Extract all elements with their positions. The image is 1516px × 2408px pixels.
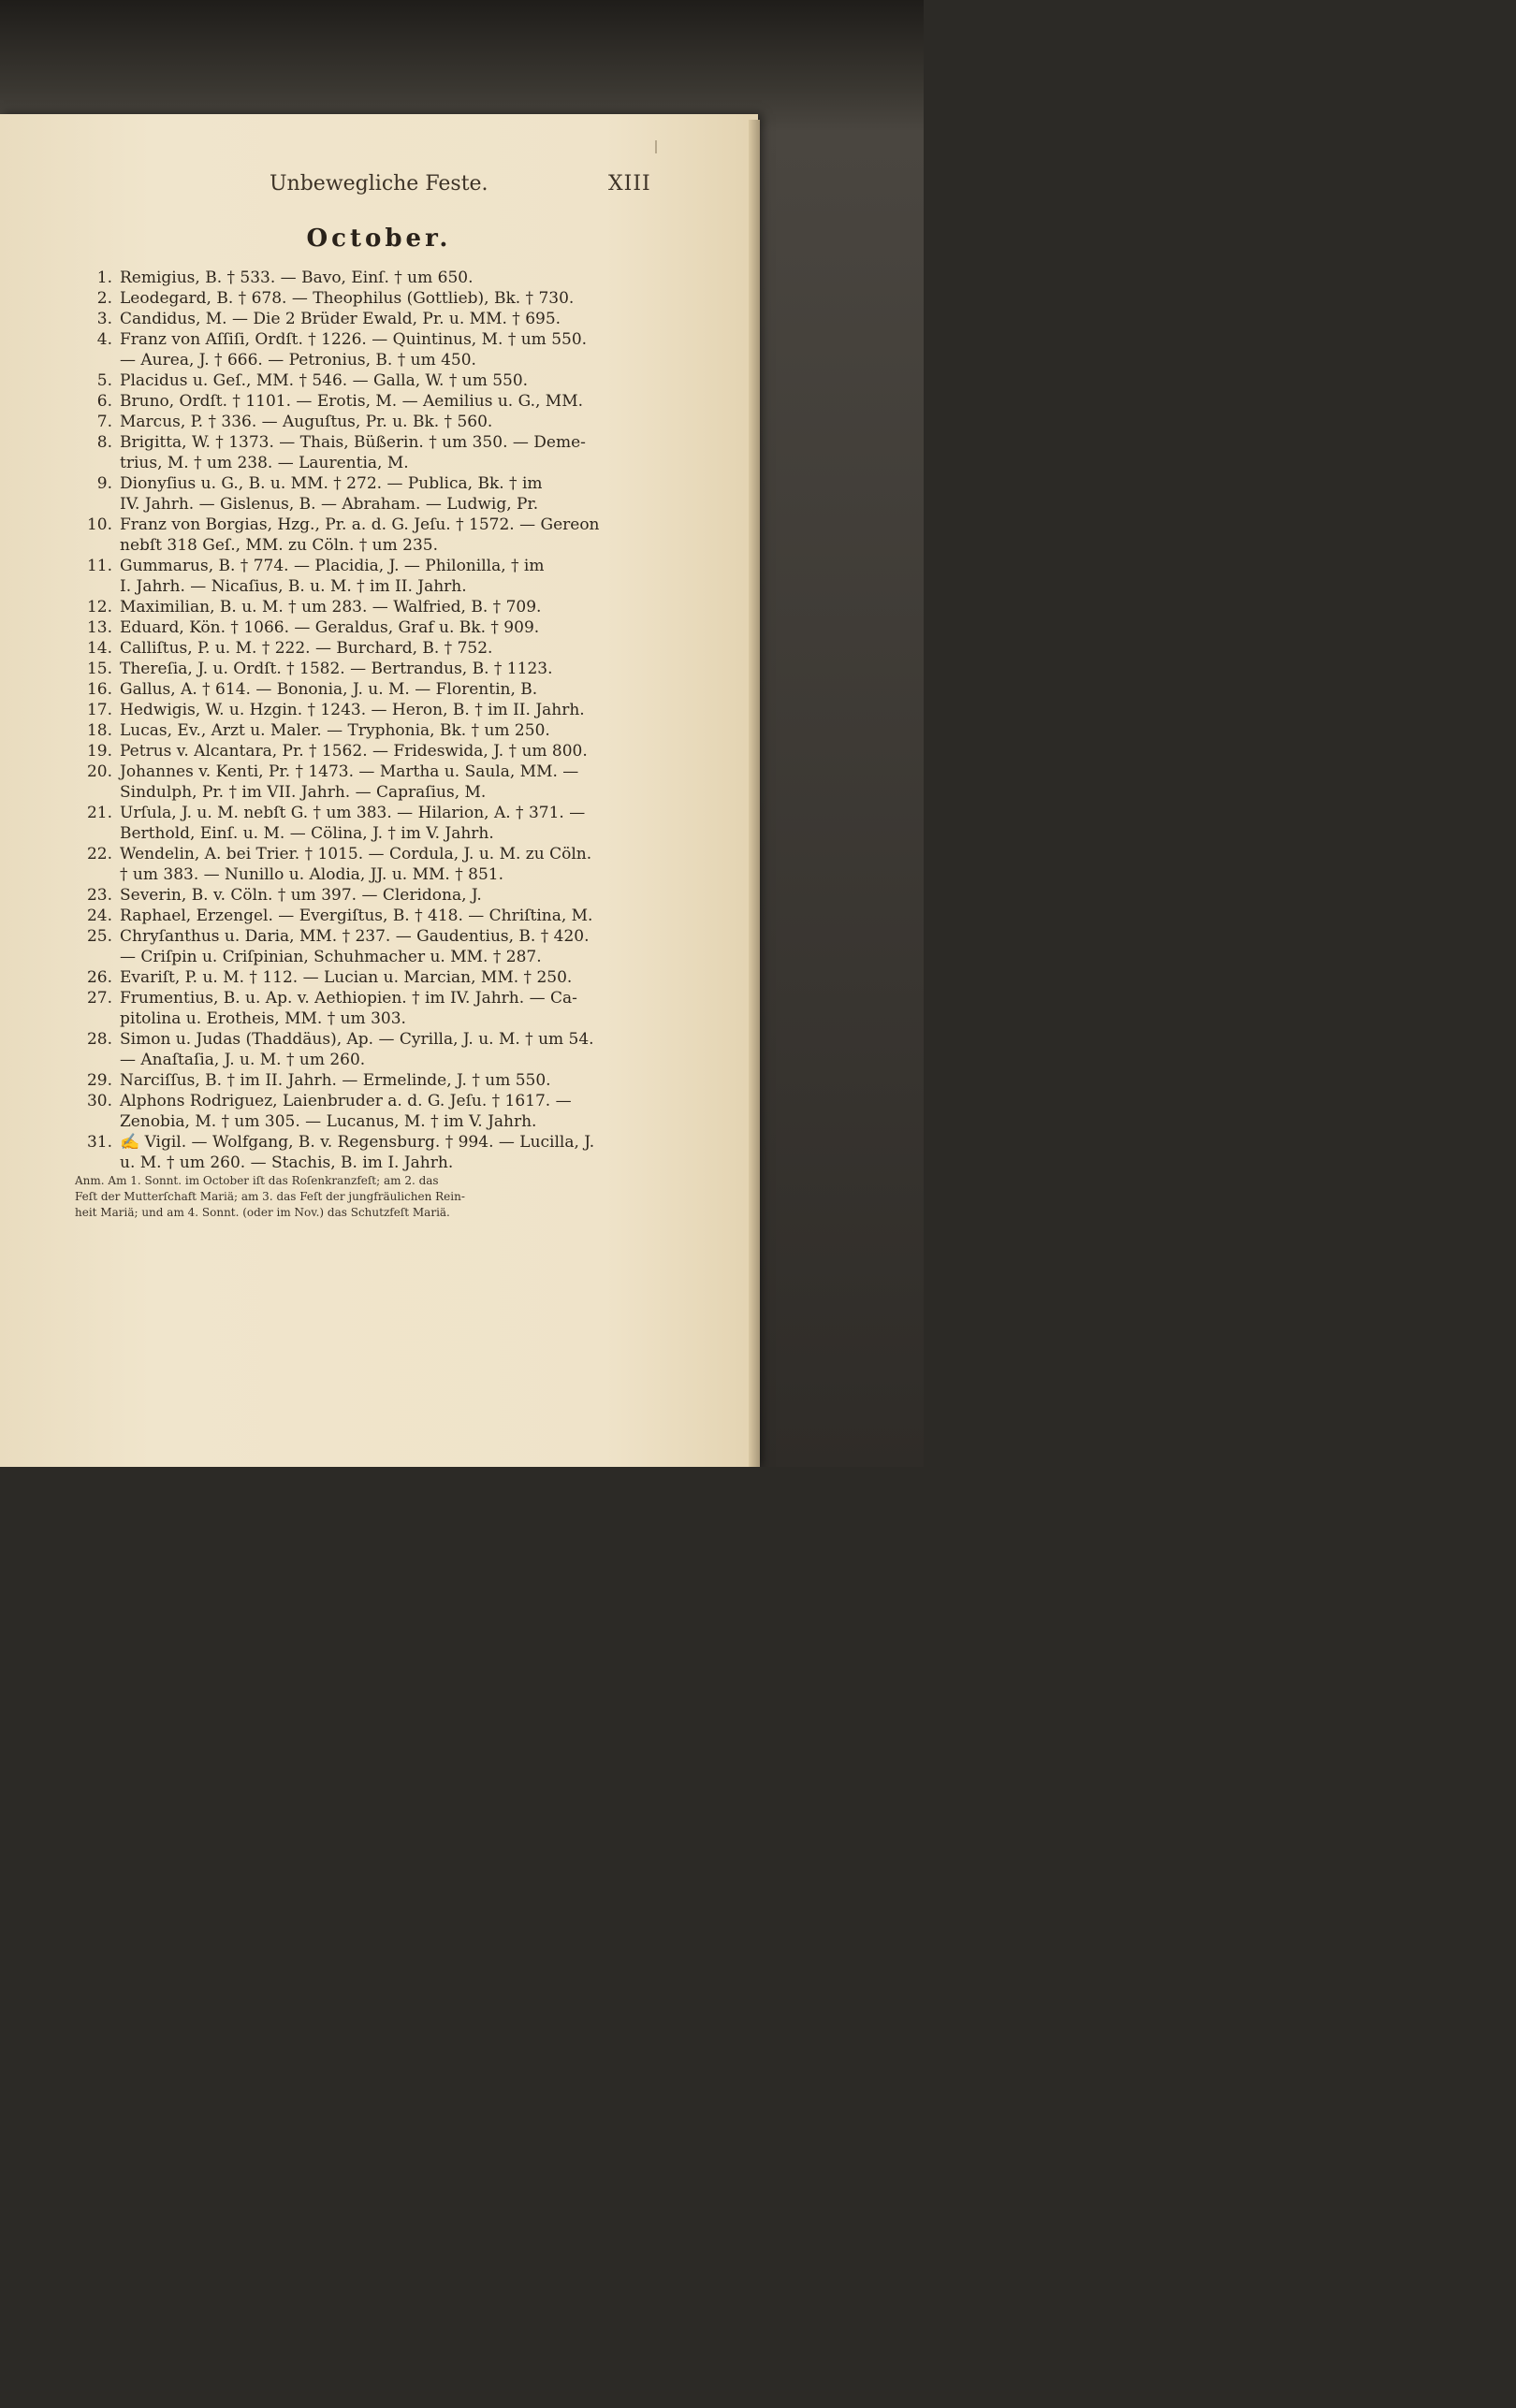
entry-line: — Criſpin u. Criſpinian, Schuhmacher u. MM. † 287. [120, 948, 542, 966]
entry-day-number: 10. [86, 515, 112, 534]
entry-day-number: 19. [86, 742, 112, 761]
entry-line: † um 383. — Nunillo u. Alodia, JJ. u. MM. † 851. [120, 865, 503, 884]
entry-line: Frumentius, B. u. Ap. v. Aethiopien. † im IV. Jahrh. — Ca- [120, 989, 577, 1008]
feast-entry [75, 885, 674, 906]
entry-text [120, 700, 674, 720]
entry-line: ✍ Vigil. — Wolfgang, B. v. Regensburg. † 994. — Lucilla, J. [120, 1133, 595, 1152]
entry-text [120, 556, 674, 597]
entry-line: nebſt 318 Geſ., MM. zu Cöln. † um 235. [120, 536, 439, 555]
entry-line: — Anaſtaſia, J. u. M. † um 260. [120, 1051, 366, 1069]
entry-line: Leodegard, B. † 678. — Theophilus (Gottlieb), Bk. † 730. [120, 289, 575, 308]
entry-text [120, 926, 674, 967]
entry-day-number: 17. [86, 701, 112, 719]
entry-day-number: 1. [96, 268, 112, 287]
feast-entry [75, 700, 674, 720]
entry-day-number: 20. [86, 762, 112, 781]
entry-line: Berthold, Einſ. u. M. — Cölina, J. † im V. Jahrh. [120, 824, 494, 843]
entry-line: Narciſſus, B. † im II. Jahrh. — Ermelinde, J. † um 550. [120, 1071, 551, 1090]
month-title: October. [306, 225, 452, 253]
entry-line: Chryſanthus u. Daria, MM. † 237. — Gaudentius, B. † 420. [120, 927, 590, 946]
entry-text [120, 1132, 674, 1173]
entry-text [120, 473, 674, 515]
entry-day-number: 4. [96, 330, 112, 349]
feast-entry [75, 967, 674, 988]
feast-entry [75, 432, 674, 473]
feast-entry [75, 1070, 674, 1091]
feast-entry [75, 329, 674, 370]
entry-day-number: 18. [86, 721, 112, 740]
entry-line: Franz von Aſſiſi, Ordſt. † 1226. — Quintinus, M. † um 550. [120, 330, 588, 349]
footnote-line: Feſt der Mutterſchaft Mariä; am 3. das Feſt der jungfräulichen Rein- [75, 1190, 465, 1203]
entry-line: Gummarus, B. † 774. — Placidia, J. — Philonilla, † im [120, 557, 545, 575]
entry-day-number: 2. [96, 289, 112, 308]
entry-day-number: 23. [86, 886, 112, 905]
entry-line: Evariſt, P. u. M. † 112. — Lucian u. Marcian, MM. † 250. [120, 968, 573, 987]
feast-entry [75, 309, 674, 329]
entry-day-number: 28. [86, 1030, 112, 1049]
entry-text [120, 1091, 674, 1132]
entry-line: Petrus v. Alcantara, Pr. † 1562. — Frideswida, J. † um 800. [120, 742, 588, 761]
entry-text [120, 659, 674, 679]
entry-day-number: 3. [96, 310, 112, 328]
entry-text [120, 1070, 674, 1091]
feast-entry [75, 1091, 674, 1132]
entry-text [120, 988, 674, 1029]
entry-line: Johannes v. Kenti, Pr. † 1473. — Martha u. Saula, MM. — [120, 762, 579, 781]
entry-line: Bruno, Ordſt. † 1101. — Erotis, M. — Aemilius u. G., MM. [120, 392, 584, 411]
entry-line: Candidus, M. — Die 2 Brüder Ewald, Pr. u. MM. † 695. [120, 310, 561, 328]
entry-line: Thereſia, J. u. Ordſt. † 1582. — Bertrandus, B. † 1123. [120, 660, 553, 678]
entry-line: Urſula, J. u. M. nebſt G. † um 383. — Hilarion, A. † 371. — [120, 804, 586, 822]
entry-line: IV. Jahrh. — Gislenus, B. — Abraham. — Ludwig, Pr. [120, 495, 539, 514]
entry-text [120, 432, 674, 473]
entry-line: Raphael, Erzengel. — Evergiſtus, B. † 418. — Chriſtina, M. [120, 907, 593, 925]
entry-day-number: 7. [96, 413, 112, 431]
entry-text [120, 288, 674, 309]
entry-day-number: 27. [86, 989, 112, 1008]
entry-day-number: 11. [86, 557, 112, 575]
footnote-line: heit Mariä; und am 4. Sonnt. (oder im Nov.) das Schutzfeſt Mariä. [75, 1206, 450, 1219]
feast-entry [75, 906, 674, 926]
feast-entry [75, 926, 674, 967]
page-number: XIII [608, 172, 651, 196]
entry-line: Severin, B. v. Cöln. † um 397. — Cleridona, J. [120, 886, 482, 905]
entry-text [120, 515, 674, 556]
entry-text [120, 885, 674, 906]
entry-day-number: 8. [96, 433, 112, 452]
entry-line: — Aurea, J. † 666. — Petronius, B. † um 450. [120, 351, 476, 370]
entry-day-number: 25. [86, 927, 112, 946]
footnote [75, 1173, 674, 1221]
scanned-book-page [0, 0, 924, 1467]
paper-mark [655, 140, 657, 153]
entry-line: Zenobia, M. † um 305. — Lucanus, M. † im V. Jahrh. [120, 1112, 537, 1131]
entry-line: Sindulph, Pr. † im VII. Jahrh. — Capraſius, M. [120, 783, 487, 802]
feast-entry [75, 844, 674, 885]
entry-day-number: 5. [96, 371, 112, 390]
entry-day-number: 15. [86, 660, 112, 678]
feast-list [75, 268, 674, 1173]
entry-text [120, 679, 674, 700]
feast-entry [75, 288, 674, 309]
running-header [0, 170, 758, 208]
feast-entry [75, 515, 674, 556]
entry-text [120, 762, 674, 803]
feast-entry [75, 391, 674, 412]
entry-line: trius, M. † um 238. — Laurentia, M. [120, 454, 409, 472]
entry-text [120, 803, 674, 844]
entry-line: pitolina u. Erotheis, MM. † um 303. [120, 1009, 406, 1028]
entry-text [120, 412, 674, 432]
feast-entry [75, 1029, 674, 1070]
entry-line: Franz von Borgias, Hzg., Pr. a. d. G. Jeſu. † 1572. — Gereon [120, 515, 600, 534]
feast-entry [75, 1132, 674, 1173]
entry-text [120, 741, 674, 762]
entry-day-number: 9. [96, 474, 112, 493]
entry-line: Wendelin, A. bei Trier. † 1015. — Cordula, J. u. M. zu Cöln. [120, 845, 592, 863]
entry-text [120, 906, 674, 926]
feast-entry [75, 597, 674, 617]
entry-day-number: 6. [96, 392, 112, 411]
header-title: Unbewegliche Feste. [270, 172, 488, 196]
entry-line: Maximilian, B. u. M. † um 283. — Walfried, B. † 709. [120, 598, 542, 617]
entry-text [120, 638, 674, 659]
entry-line: Simon u. Judas (Thaddäus), Ap. — Cyrilla, J. u. M. † um 54. [120, 1030, 594, 1049]
feast-entry [75, 762, 674, 803]
entry-text [120, 309, 674, 329]
feast-entry [75, 679, 674, 700]
feast-entry [75, 988, 674, 1029]
feast-entry [75, 412, 674, 432]
entry-day-number: 26. [86, 968, 112, 987]
entry-text [120, 370, 674, 391]
entry-text [120, 1029, 674, 1070]
entry-text [120, 967, 674, 988]
entry-text [120, 391, 674, 412]
entry-line: Remigius, B. † 533. — Bavo, Einſ. † um 650. [120, 268, 474, 287]
entry-text [120, 268, 674, 288]
feast-entry [75, 556, 674, 597]
entry-line: Dionyſius u. G., B. u. MM. † 272. — Publica, Bk. † im [120, 474, 543, 493]
entry-line: Eduard, Kön. † 1066. — Geraldus, Graf u. Bk. † 909. [120, 618, 540, 637]
feast-entry [75, 659, 674, 679]
feast-entry [75, 617, 674, 638]
entry-text [120, 617, 674, 638]
entry-line: Brigitta, W. † 1373. — Thais, Büßerin. † um 350. — Deme- [120, 433, 586, 452]
entry-line: Placidus u. Geſ., MM. † 546. — Galla, W. † um 550. [120, 371, 529, 390]
entry-text [120, 844, 674, 885]
entry-day-number: 22. [86, 845, 112, 863]
entry-day-number: 31. [86, 1133, 112, 1152]
entry-day-number: 24. [86, 907, 112, 925]
entry-day-number: 13. [86, 618, 112, 637]
feast-entry [75, 473, 674, 515]
entry-line: Lucas, Ev., Arzt u. Maler. — Tryphonia, Bk. † um 250. [120, 721, 550, 740]
entry-text [120, 597, 674, 617]
feast-entry [75, 268, 674, 288]
entry-day-number: 12. [86, 598, 112, 617]
entry-day-number: 14. [86, 639, 112, 658]
entry-line: I. Jahrh. — Nicaſius, B. u. M. † im II. Jahrh. [120, 577, 467, 596]
entry-line: Alphons Rodriguez, Laienbruder a. d. G. Jeſu. † 1617. — [120, 1092, 572, 1110]
entry-line: Gallus, A. † 614. — Bononia, J. u. M. — Florentin, B. [120, 680, 538, 699]
feast-entry [75, 720, 674, 741]
entry-line: u. M. † um 260. — Stachis, B. im I. Jahrh. [120, 1153, 454, 1172]
feast-entry [75, 741, 674, 762]
entry-day-number: 16. [86, 680, 112, 699]
entry-day-number: 21. [86, 804, 112, 822]
feast-entry [75, 370, 674, 391]
entry-text [120, 329, 674, 370]
entry-line: Marcus, P. † 336. — Auguſtus, Pr. u. Bk. † 560. [120, 413, 493, 431]
feast-entry [75, 638, 674, 659]
page-edge [749, 120, 760, 1467]
entry-day-number: 30. [86, 1092, 112, 1110]
feast-entry [75, 803, 674, 844]
entry-line: Calliſtus, P. u. M. † 222. — Burchard, B. † 752. [120, 639, 493, 658]
entry-text [120, 720, 674, 741]
entry-day-number: 29. [86, 1071, 112, 1090]
entry-line: Hedwigis, W. u. Hzgin. † 1243. — Heron, B. † im II. Jahrh. [120, 701, 585, 719]
footnote-line: Anm. Am 1. Sonnt. im October iſt das Roſenkranzfeſt; am 2. das [75, 1174, 439, 1187]
